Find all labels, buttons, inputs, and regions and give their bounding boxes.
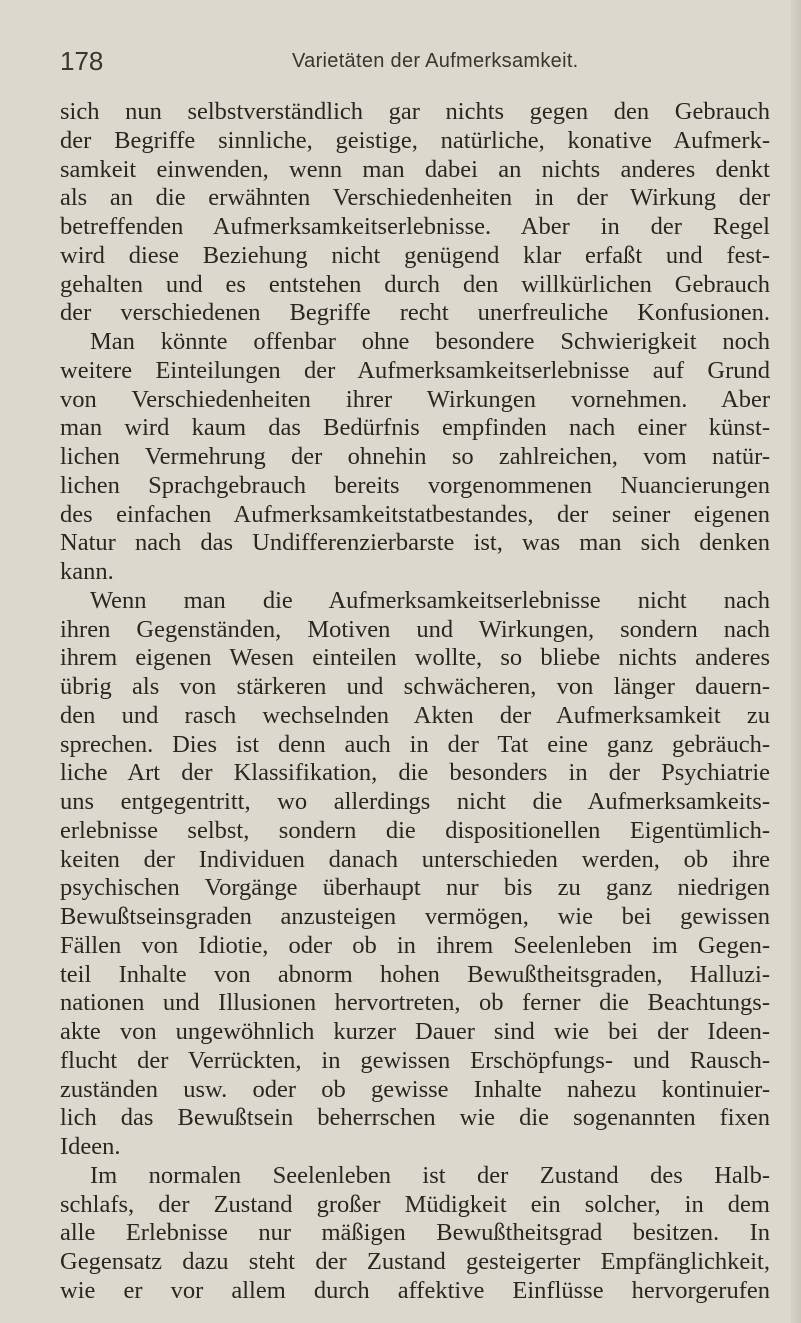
text-line: alle Erlebnisse nur mäßigen Bewußtheitsgrad besitzen. In (60, 1219, 770, 1247)
text-line: übrig als von stärkeren und schwächeren, von länger dauern- (60, 673, 770, 700)
text-line: lichen Vermehrung der ohnehin so zahlreichen, vom natür- (60, 443, 770, 470)
text-line: der Begriffe sinnliche, geistige, natürliche, konative Aufmerk- (60, 126, 770, 154)
text-line: teil Inhalte von abnorm hohen Bewußtheitsgraden, Halluzi- (60, 960, 770, 988)
text-line: samkeit einwenden, wenn man dabei an nichts anderes denkt (60, 155, 770, 183)
text-line: kann. (60, 558, 114, 585)
text-line: sich nun selbstverständlich gar nichts gegen den Gebrauch (60, 98, 770, 125)
text-line: psychischen Vorgänge überhaupt nur bis zu ganz niedrigen (60, 874, 770, 902)
running-head: Varietäten der Aufmerksamkeit. (292, 50, 579, 72)
text-line: Wenn man die Aufmerksamkeitserlebnisse nicht nach (90, 586, 770, 614)
text-line: der verschiedenen Begriffe recht unerfreuliche Konfusionen. (60, 299, 770, 327)
text-line: Bewußtseinsgraden anzusteigen vermögen, wie bei gewissen (60, 903, 770, 930)
text-line: als an die erwähnten Verschiedenheiten in der Wirkung der (60, 184, 770, 212)
text-line: von Verschiedenheiten ihrer Wirkungen vornehmen. Aber (60, 385, 770, 413)
text-line: Fällen von Idiotie, oder ob in ihrem Seelenleben im Gegen- (60, 931, 770, 959)
text-line: lich das Bewußtsein beherrschen wie die sogenannten fixen (60, 1104, 770, 1132)
text-line: flucht der Verrückten, in gewissen Erschöpfungs- und Rausch- (60, 1046, 770, 1074)
text-line: betreffenden Aufmerksamkeitserlebnisse. Aber in der Regel (60, 213, 770, 240)
text-line: man wird kaum das Bedürfnis empfinden nach einer künst- (60, 414, 770, 442)
text-line: wird diese Beziehung nicht genügend klar erfaßt und fest- (60, 241, 770, 269)
text-line: liche Art der Klassifikation, die besonders in der Psychiatrie (60, 759, 770, 787)
text-line: zuständen usw. oder ob gewisse Inhalte nahezu kontinuier- (60, 1075, 770, 1103)
text-line: sprechen. Dies ist denn auch in der Tat eine ganz gebräuch- (60, 730, 770, 758)
text-line: lichen Sprachgebrauch bereits vorgenommenen Nuancierungen (60, 471, 770, 499)
text-line: wie er vor allem durch affektive Einflüsse hervorgerufen (60, 1276, 770, 1304)
text-line: gehalten und es entstehen durch den willkürlichen Gebrauch (60, 270, 770, 298)
text-line: Natur nach das Undifferenzierbarste ist, was man sich denken (60, 529, 770, 557)
text-line: Im normalen Seelenleben ist der Zustand des Halb- (90, 1161, 770, 1189)
text-line: Ideen. (60, 1133, 121, 1160)
text-line: nationen und Illusionen hervortreten, ob ferner die Beachtungs- (60, 989, 770, 1017)
text-line: akte von ungewöhnlich kurzer Dauer sind wie bei der Ideen- (60, 1018, 770, 1045)
text-line: weitere Einteilungen der Aufmerksamkeitserlebnisse auf Grund (60, 356, 770, 384)
page-number: 178 (60, 46, 104, 76)
text-line: keiten der Individuen danach unterschieden werden, ob ihre (60, 845, 770, 873)
text-line: Man könnte offenbar ohne besondere Schwierigkeit noch (90, 328, 770, 355)
text-line: Gegensatz dazu steht der Zustand gesteigerter Empfänglichkeit, (60, 1248, 770, 1275)
text-line: ihrem eigenen Wesen einteilen wollte, so bliebe nichts anderes (60, 644, 770, 672)
text-line: den und rasch wechselnden Akten der Aufmerksamkeit zu (60, 701, 770, 729)
page-edge-shadow (791, 0, 801, 1323)
body-text (60, 98, 770, 1306)
text-line: ihren Gegenständen, Motiven und Wirkungen, sondern nach (60, 615, 770, 643)
page-header (60, 46, 760, 82)
text-line: uns entgegentritt, wo allerdings nicht die Aufmerksamkeits- (60, 788, 770, 815)
text-line: erlebnisse selbst, sondern die dispositionellen Eigentümlich- (60, 816, 770, 844)
text-line: des einfachen Aufmerksamkeitstatbestandes, der seiner eigenen (60, 500, 770, 528)
text-line: schlafs, der Zustand großer Müdigkeit ein solcher, in dem (60, 1190, 770, 1218)
